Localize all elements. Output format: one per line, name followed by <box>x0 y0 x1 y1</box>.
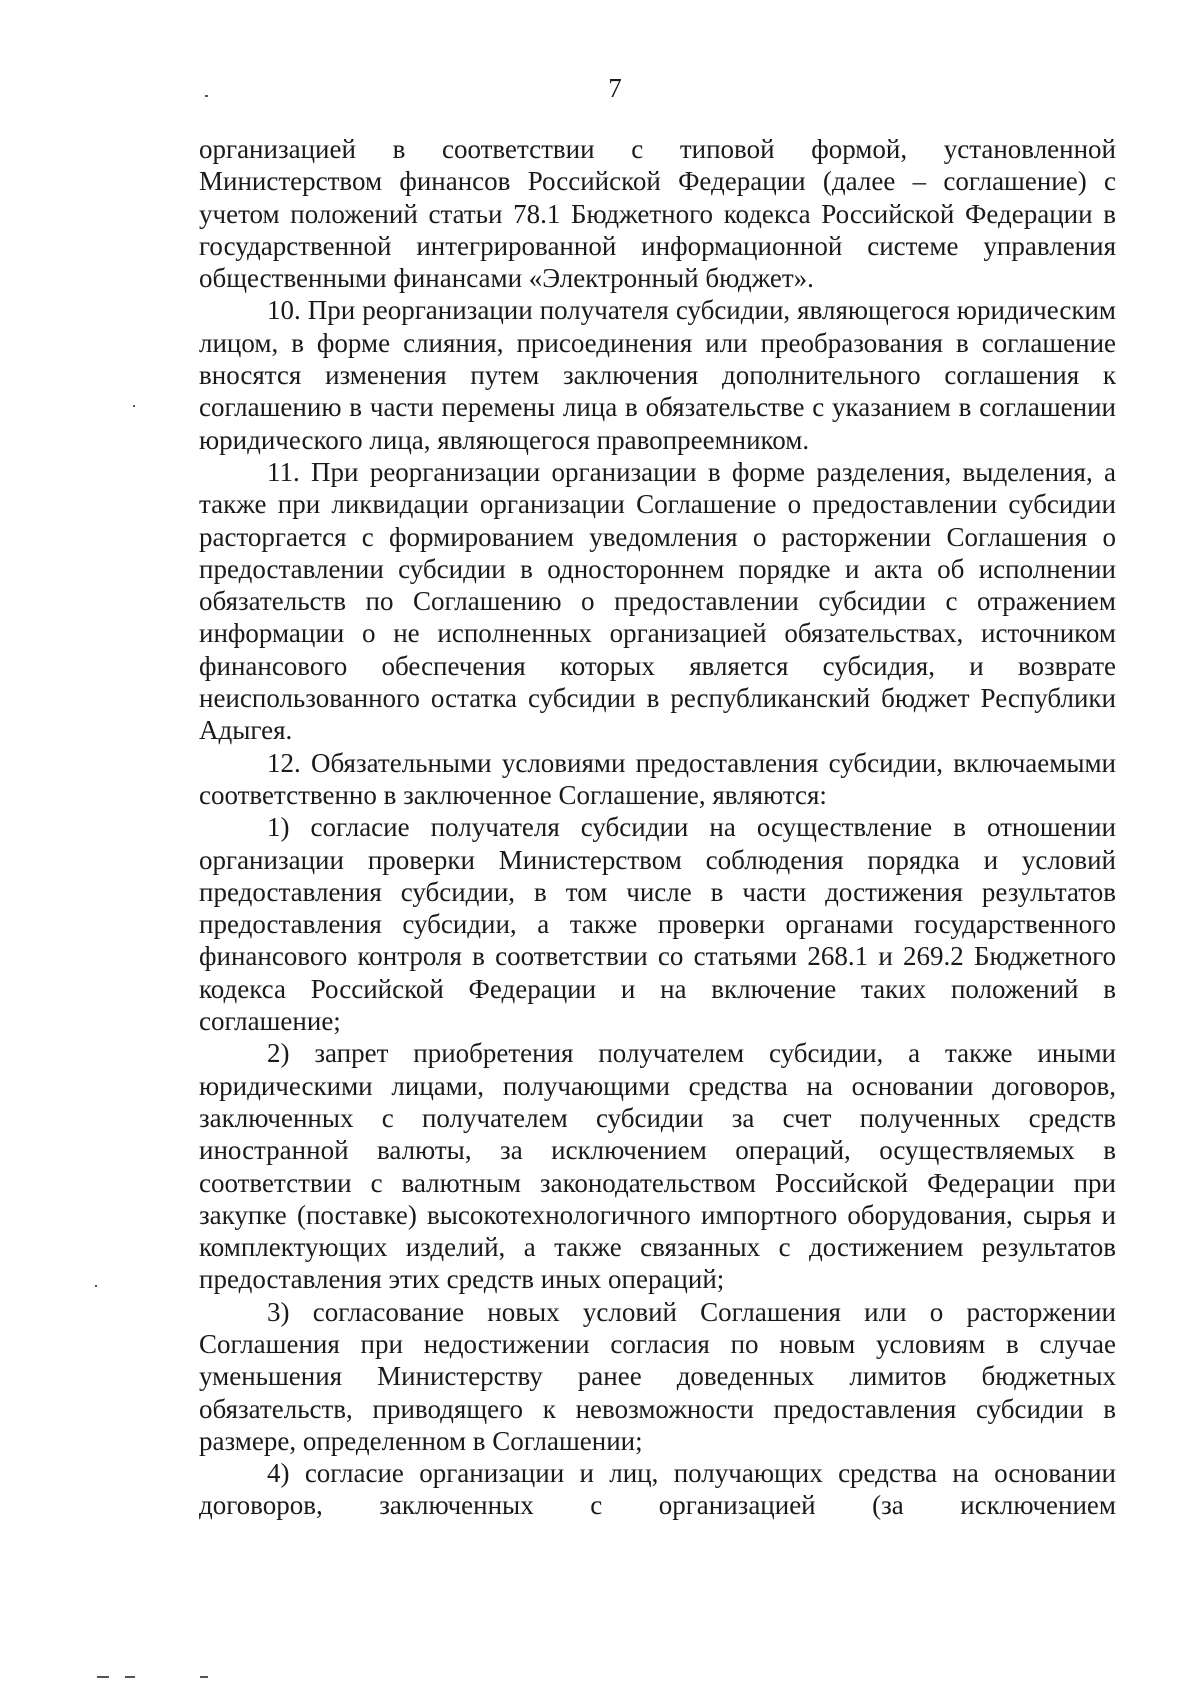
scan-speck <box>200 1676 208 1678</box>
scan-speck <box>205 95 208 97</box>
paragraph-9-continuation: организацией в соответствии с типовой формой, установленной Министерством финансов Российской Федерации (далее – соглашение) с учетом положений статьи 78.1 Бюджетного кодекса Российской Федерации в государственной интегрированной информационной системе управления общественными финансами «Электронный бюджет». <box>199 134 1116 294</box>
paragraph-12-item-1: 1) согласие получателя субсидии на осуществление в отношении организации проверки Министерством соблюдения порядка и условий предоставления субсидии, в том числе в части достижения результатов предоставления субсидии, а также проверки органами государственного финансового контроля в соответствии со статьями 268.1 и 269.2 Бюджетного кодекса Российской Федерации и на включение таких положений в соглашение; <box>199 812 1116 1037</box>
page-number: 7 <box>608 73 622 103</box>
paragraph-12-item-4: 4) согласие организации и лиц, получающих средства на основании договоров, заключенных с организацией (за исключением <box>199 1458 1116 1521</box>
paragraph-12-item-3: 3) согласование новых условий Соглашения или о расторжении Соглашения при недостижении согласия по новым условиям в случае уменьшения Министерству ранее доведенных лимитов бюджетных обязательств, приводящего к невозможности предоставления субсидии в размере, определенном в Соглашении; <box>199 1296 1116 1456</box>
paragraph-11: 11. При реорганизации организации в форме разделения, выделения, а также при ликвидации организации Соглашение о предоставлении субсидии расторгается с формированием уведомления о расторжении Соглашения о предоставлении субсидии в одностороннем порядке и акта об исполнении обязательств по Соглашению о предоставлении субсидии с отражением информации о не исполненных организацией обязательствах, источником финансового обеспечения которых является субсидия, и возврате неиспользованного остатка субсидии в республиканский бюджет Республики Адыгея. <box>199 456 1116 746</box>
scan-speck <box>125 1676 135 1678</box>
paragraph-10: 10. При реорганизации получателя субсидии, являющегося юридическим лицом, в форме слияния, присоединения или преобразования в соглашение вносятся изменения путем заключения дополнительного соглашения к соглашению в части перемены лица в обязательстве с указанием в соглашении юридического лица, являющегося правопреемником. <box>199 295 1116 455</box>
document-body <box>199 133 1116 1522</box>
scan-speck <box>97 1676 109 1678</box>
scan-speck <box>133 405 135 407</box>
paragraph-12: 12. Обязательными условиями предоставления субсидии, включаемыми соответственно в заключенное Соглашение, являются: <box>199 747 1116 810</box>
paragraph-12-item-2: 2) запрет приобретения получателем субсидии, а также иными юридическими лицами, получающими средства на основании договоров, заключенных с получателем субсидии за счет полученных средств иностранной валюты, за исключением операций, осуществляемых в соответствии с валютным законодательством Российской Федерации при закупке (поставке) высокотехнологичного импортного оборудования, сырья и комплектующих изделий, а также связанных с достижением результатов предоставления этих средств иных операций; <box>199 1038 1116 1295</box>
scan-speck <box>95 1285 97 1287</box>
